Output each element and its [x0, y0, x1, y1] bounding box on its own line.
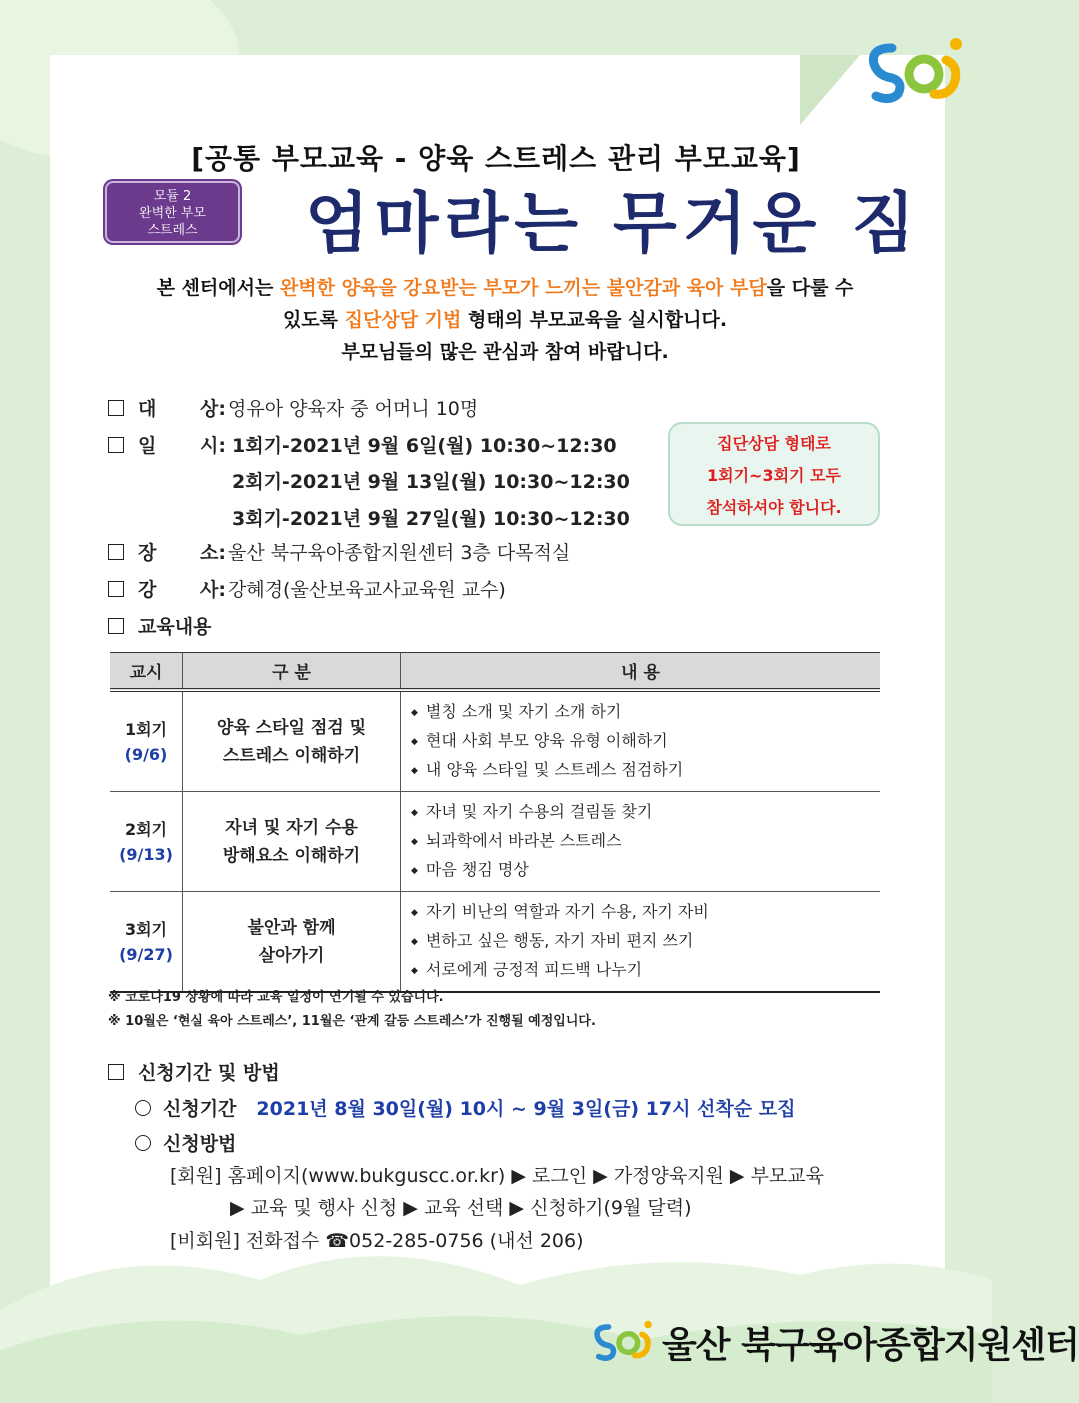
apply-method — [135, 1129, 236, 1156]
session-date: 2회기-2021년 9월 13일(월) 10:30~12:30 — [232, 471, 630, 493]
intro-text-part: 본 센터에서는 — [156, 277, 280, 299]
checkbox-square-icon — [108, 544, 124, 560]
program-subtitle: [공통 부모교육 - 양육 스트레스 관리 부모교육] — [191, 142, 801, 175]
info-content-heading — [108, 612, 211, 639]
checkbox-square-icon — [108, 1064, 124, 1080]
topic-cell — [183, 792, 401, 892]
circle-bullet-icon — [135, 1135, 151, 1151]
intro-text-part: 있도록 — [282, 309, 345, 331]
topic-line: 스트레스 이해하기 — [222, 745, 361, 766]
info-label: 강 — [138, 579, 157, 601]
member-method: ▶ 교육 및 행사 신청 ▶ 교육 선택 ▶ 신청하기(9월 달력) — [230, 1197, 692, 1219]
badge-line: 완벽한 부모 — [139, 206, 206, 221]
session-cell — [110, 690, 183, 792]
session-date-label: (9/27) — [119, 944, 173, 964]
info-date — [108, 431, 228, 458]
content-item: ◆ 뇌과학에서 바라본 스트레스 — [411, 827, 880, 856]
badge-line: 모듈 2 — [153, 189, 192, 204]
session-label: 3회기 — [124, 919, 168, 939]
center-logo-icon — [590, 1305, 658, 1373]
content-item: ◆ 내 양육 스타일 및 스트레스 점검하기 — [411, 756, 880, 785]
section-heading: 교육내용 — [138, 616, 212, 638]
main-title: 엄마라는 무거운 짐 — [305, 185, 922, 262]
intro-text-part: 형태의 부모교육을 실시합니다. — [461, 309, 728, 331]
center-footer-logo — [590, 1305, 1079, 1377]
curriculum-table — [110, 652, 880, 993]
session-label: 1회기 — [124, 719, 168, 739]
session-date: 1회기-2021년 9월 6일(월) 10:30~12:30 — [232, 435, 617, 457]
session-cell — [110, 892, 183, 993]
table-row — [110, 792, 880, 892]
info-label: 장 — [138, 542, 157, 564]
info-label: 사: — [200, 579, 226, 601]
content-item: ◆ 별칭 소개 및 자기 소개 하기 — [411, 698, 880, 727]
footnote: ※ 10월은 ‘현실 육아 스트레스’, 11월은 ‘관계 갈등 스트레스’가 진행될 예정입니다. — [108, 1014, 596, 1029]
section-heading: 신청기간 및 방법 — [138, 1062, 280, 1084]
attendance-notice — [668, 422, 880, 526]
intro-text — [120, 272, 890, 368]
table-header: 구 분 — [183, 653, 401, 691]
apply-period-value: 2021년 8월 30일(월) 10시 ~ 9월 3일(금) 17시 선착순 모집 — [256, 1098, 796, 1120]
circle-bullet-icon — [135, 1100, 151, 1116]
info-label: 일 — [138, 435, 157, 457]
topic-line: 불안과 함께 — [247, 917, 336, 938]
intro-highlight: 집단상담 기법 — [344, 309, 462, 331]
info-label: 대 — [138, 398, 157, 420]
center-name: 울산 북구육아종합지원센터 — [662, 1325, 1079, 1366]
apply-period-label: 신청기간 — [163, 1098, 237, 1120]
footnote: ※ 코로나19 상황에 따라 교육 일정이 연기될 수 있습니다. — [108, 990, 444, 1005]
paper-fold — [800, 55, 860, 125]
module-badge — [105, 181, 240, 243]
checkbox-square-icon — [108, 581, 124, 597]
content-item: ◆ 서로에게 긍정적 피드백 나누기 — [411, 956, 880, 985]
badge-line: 스트레스 — [147, 223, 198, 238]
content-cell — [401, 892, 881, 993]
session-date-label: (9/6) — [124, 744, 168, 764]
topic-cell — [183, 690, 401, 792]
center-logo-icon — [862, 30, 972, 105]
table-header-row — [110, 653, 880, 691]
session-date-label: (9/13) — [119, 844, 173, 864]
info-label: 상: — [200, 398, 226, 420]
table-row — [110, 690, 880, 792]
info-value: 강혜경(울산보육교사교육원 교수) — [228, 579, 506, 601]
intro-text-part: 을 다룰 수 — [766, 277, 854, 299]
checkbox-square-icon — [108, 437, 124, 453]
intro-highlight: 완벽한 양육을 강요받는 부모가 느끼는 불안감과 육아 부담 — [279, 277, 767, 299]
session-date: 3회기-2021년 9월 27일(월) 10:30~12:30 — [232, 508, 630, 530]
content-item: ◆ 자녀 및 자기 수용의 걸림돌 찾기 — [411, 798, 880, 827]
topic-line: 방해요소 이해하기 — [222, 845, 361, 866]
member-method: [회원] 홈페이지(www.bukguscc.or.kr) ▶ 로그인 ▶ 가정양육지원 ▶ 부모교육 — [170, 1165, 824, 1187]
checkbox-square-icon — [108, 400, 124, 416]
info-target — [108, 394, 478, 421]
info-value: 울산 북구육아종합지원센터 3층 다목적실 — [228, 542, 571, 564]
info-value: 영유아 양육자 중 어머니 10명 — [228, 398, 479, 420]
apply-method-label: 신청방법 — [163, 1133, 237, 1155]
topic-line: 양육 스타일 점검 및 — [216, 717, 367, 738]
info-label: 시: — [200, 435, 226, 457]
content-item: ◆ 변하고 싶은 행동, 자기 자비 편지 쓰기 — [411, 927, 880, 956]
notice-line: 참석하셔야 합니다. — [706, 498, 842, 517]
content-cell — [401, 690, 881, 792]
intro-text-part: 부모님들의 많은 관심과 참여 바랍니다. — [341, 341, 669, 363]
content-item: ◆ 자기 비난의 역할과 자기 수용, 자기 자비 — [411, 898, 880, 927]
notice-line: 1회기~3회기 모두 — [707, 466, 841, 485]
table-row — [110, 892, 880, 993]
session-label: 2회기 — [124, 819, 168, 839]
topic-cell — [183, 892, 401, 993]
session-cell — [110, 792, 183, 892]
topic-line: 살아가기 — [258, 945, 325, 966]
info-label: 소: — [200, 542, 226, 564]
notice-line: 집단상담 형태로 — [717, 434, 831, 453]
nonmember-method: [비회원] 전화접수 ☎052-285-0756 (내선 206) — [170, 1230, 584, 1252]
content-cell — [401, 792, 881, 892]
table-header: 교시 — [110, 653, 183, 691]
apply-period — [135, 1094, 795, 1121]
info-place — [108, 538, 570, 565]
content-item: ◆ 마음 챙김 명상 — [411, 856, 880, 885]
content-item: ◆ 현대 사회 부모 양육 유형 이해하기 — [411, 727, 880, 756]
topic-line: 자녀 및 자기 수용 — [225, 817, 358, 838]
checkbox-square-icon — [108, 618, 124, 634]
table-header: 내 용 — [401, 653, 881, 691]
info-lecturer — [108, 575, 506, 602]
apply-heading — [108, 1058, 280, 1085]
